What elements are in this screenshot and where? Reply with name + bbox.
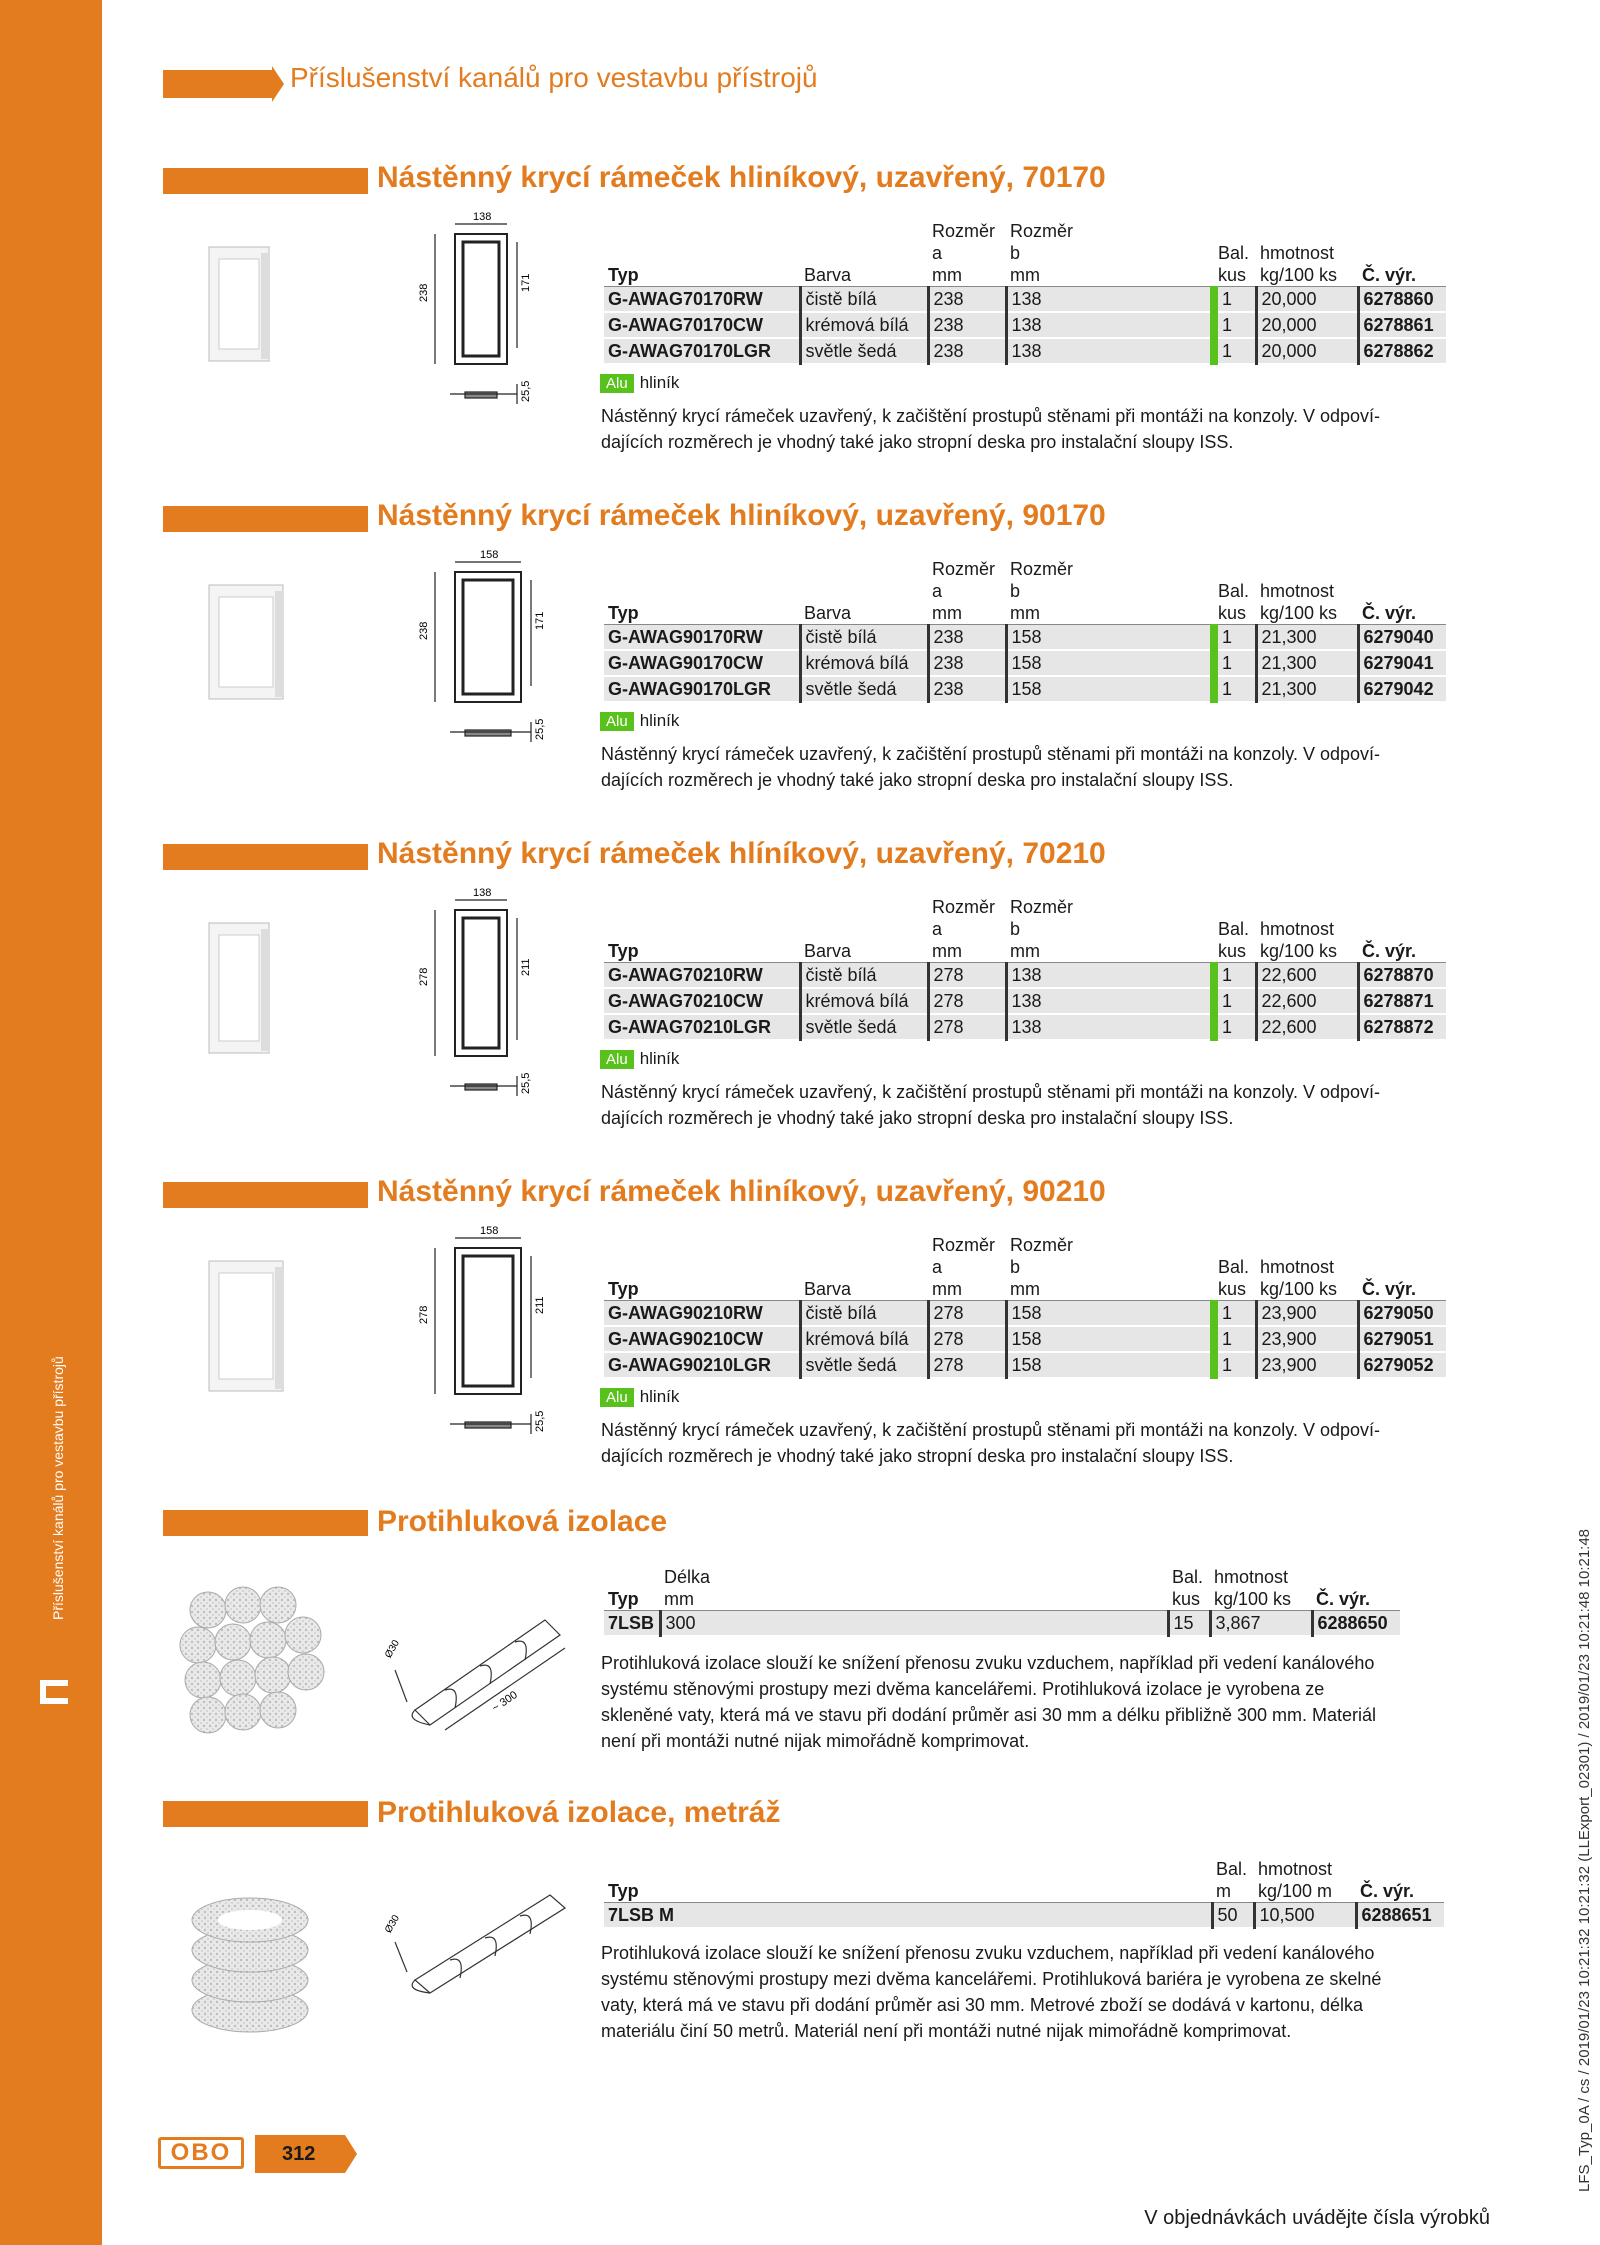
cell-b: 138 — [1006, 312, 1214, 338]
cell-barva: světle šedá — [800, 1014, 928, 1040]
cell-kus: 1 — [1214, 1301, 1256, 1327]
cell-kus: 1 — [1214, 287, 1256, 313]
cell-a: 238 — [928, 650, 1006, 676]
cell-kus: 1 — [1214, 1352, 1256, 1378]
cell-b: 138 — [1006, 1014, 1214, 1040]
cell-barva: čistě bílá — [800, 625, 928, 651]
frame-drawing — [405, 886, 545, 1116]
cell-barva: krémová bílá — [800, 1326, 928, 1352]
product-table: Rozměr Rozměr a b Bal. hmotnost Typ Barva mm mm kus kg/100 ks Č. výr. G-AWAG70210RW čistě bílá 278 138 1 22,600 6278870 G-AWAG70210CW krémová bílá 278 138 1 22,600 6278871 G-AWAG70210LGR světle šedá 278 138 1 22,600 6278872 — [604, 896, 1446, 1041]
insulation-length-label: ~ 300 — [489, 1688, 520, 1715]
cell-kus: 1 — [1214, 650, 1256, 676]
cell-b: 138 — [1006, 287, 1214, 313]
table-row — [604, 1301, 1446, 1327]
cell-a: 278 — [928, 1352, 1006, 1378]
cell-barva: světle šedá — [800, 338, 928, 364]
cell-barva: čistě bílá — [800, 1301, 928, 1327]
cell-kus: 1 — [1214, 312, 1256, 338]
cell-barva: krémová bílá — [800, 988, 928, 1014]
cell-b: 158 — [1006, 676, 1214, 702]
cell-typ: G-AWAG90210RW — [604, 1301, 800, 1327]
col-delka: Délka — [664, 1567, 711, 1587]
frame-photo — [205, 1257, 295, 1397]
cell-cv: 6278872 — [1358, 1014, 1446, 1040]
table-row — [604, 1903, 1444, 1929]
cell-b: 138 — [1006, 963, 1214, 989]
cell-kus: 1 — [1214, 1326, 1256, 1352]
cell-cv: 6279052 — [1358, 1352, 1446, 1378]
table-row — [604, 287, 1446, 313]
cell-hm: 22,600 — [1256, 1014, 1358, 1040]
section-bar — [163, 1182, 368, 1208]
cell-cv: 6279042 — [1358, 676, 1446, 702]
cell-kus: 1 — [1214, 988, 1256, 1014]
insulation-diameter-label: Ø30 — [383, 1638, 403, 1661]
cell-kus: 1 — [1214, 625, 1256, 651]
cell-b: 138 — [1006, 338, 1214, 364]
cell-hm: 21,300 — [1256, 625, 1358, 651]
table-row — [604, 312, 1446, 338]
cell-typ: G-AWAG90210CW — [604, 1326, 800, 1352]
col-bal: Bal. — [1216, 1859, 1248, 1879]
cell-kus: 1 — [1214, 676, 1256, 702]
section-title: Nástěnný krycí rámeček hlíníkový, uzavřený, 70210 — [377, 837, 1106, 870]
dim-inner: 171 — [534, 611, 546, 630]
frame-drawing — [405, 210, 545, 424]
dim-depth: 25,5 — [534, 718, 546, 740]
section-title: Nástěnný krycí rámeček hliníkový, uzavřený, 70170 — [377, 161, 1106, 194]
table-row — [604, 1326, 1446, 1352]
cell-typ: G-AWAG70170RW — [604, 287, 800, 313]
dim-depth: 25,5 — [534, 1410, 546, 1432]
dim-top: 158 — [480, 1225, 499, 1237]
dim-left: 238 — [418, 283, 430, 302]
cell-typ: 7LSB — [604, 1611, 660, 1637]
cell-a: 238 — [928, 312, 1006, 338]
cell-cv: 6278862 — [1358, 338, 1446, 364]
cell-cv: 6279040 — [1358, 625, 1446, 651]
material-label — [600, 711, 679, 731]
cell-a: 278 — [928, 1014, 1006, 1040]
cell-hm: 3,867 — [1210, 1611, 1312, 1637]
cell-hm: 23,900 — [1256, 1301, 1358, 1327]
col-kg: kg/100 m — [1254, 1880, 1356, 1903]
section-description: Nástěnný krycí rámeček uzavřený, k začištění prostupů stěnami při montáži na konzoly. V odpoví- dajících rozměrech je vhodný také jako stropní deska pro instalační sloupy ISS. — [601, 744, 1381, 790]
insulation-m-table — [604, 1858, 1444, 1929]
dim-left: 278 — [418, 1305, 430, 1324]
channel-icon — [34, 1672, 74, 1712]
table-row — [604, 1611, 1400, 1637]
cell-hm: 23,900 — [1256, 1326, 1358, 1352]
cell-barva: světle šedá — [800, 676, 928, 702]
frame-photo — [205, 919, 295, 1059]
product-table: Rozměr Rozměr a b Bal. hmotnost Typ Barva mm mm kus kg/100 ks Č. výr. G-AWAG90170RW čistě bílá 238 158 1 21,300 6279040 G-AWAG90170CW krémová bílá 238 158 1 21,300 6279041 G-AWAG90170LGR světle šedá 238 158 1 21,300 6279042 — [604, 558, 1446, 703]
dim-inner: 211 — [534, 1296, 546, 1314]
section-description: Nástěnný krycí rámeček uzavřený, k začištění prostupů stěnami při montáži na konzoly. V odpoví- dajících rozměrech je vhodný také jako stropní deska pro instalační sloupy ISS. — [601, 1420, 1381, 1466]
material-label — [600, 1387, 679, 1407]
page-number: 312 — [282, 2143, 316, 2165]
col-cv: Č. výr. — [1312, 1588, 1400, 1611]
cell-a: 278 — [928, 963, 1006, 989]
section-title: Nástěnný krycí rámeček hliníkový, uzavřený, 90170 — [377, 499, 1106, 532]
section-bar — [163, 1801, 368, 1827]
page-number-arrow — [345, 2135, 357, 2173]
dim-depth: 25,5 — [520, 380, 532, 402]
section-title-insulation-m: Protihluková izolace, metráž — [377, 1796, 781, 1829]
header-bar — [163, 70, 275, 98]
material-name: hliník — [639, 373, 680, 392]
material-tag: Alu — [600, 1050, 634, 1069]
insulation-table — [604, 1566, 1400, 1637]
obo-logo: OBO — [158, 2137, 244, 2169]
col-kg: kg/100 ks — [1210, 1588, 1312, 1611]
dim-inner: 171 — [520, 273, 532, 292]
product-table: Rozměr Rozměr a b Bal. hmotnost Typ Barva mm mm kus kg/100 ks Č. výr. G-AWAG90210RW čistě bílá 278 158 1 23,900 6279050 G-AWAG90210CW krémová bílá 278 158 1 23,900 6279051 G-AWAG90210LGR světle šedá 278 158 1 23,900 6279052 — [604, 1234, 1446, 1379]
cell-cv: 6288651 — [1356, 1903, 1444, 1929]
table-row — [604, 676, 1446, 702]
cell-b: 158 — [1006, 650, 1214, 676]
footer-note: V objednávkách uvádějte čísla výrobků — [1144, 2207, 1490, 2229]
cell-typ: G-AWAG70170CW — [604, 312, 800, 338]
cell-hm: 10,500 — [1254, 1903, 1356, 1929]
header-arrow — [272, 66, 284, 102]
cell-kus: 15 — [1168, 1611, 1210, 1637]
sidebar-band — [0, 0, 102, 2245]
cell-b: 138 — [1006, 988, 1214, 1014]
insulation-m-description: Protihluková izolace slouží ke snížení přenosu zvuku vzduchem, například při vedení kanálového systému stěnovými prostupy mezi dvěma kancelářemi. Protihluková bariéra je vyrobena ze skelné vaty, která má ve stavu při dodání průměr asi 30 mm. Metrové zboží se dodává v kartonu, délka materiálu činí 50 metrů. Materiál není při montáži nutné nijak mimořádně komprimovat. — [601, 1943, 1382, 2041]
product-table: Rozměr Rozměr a b Bal. hmotnost Typ Barva mm mm kus kg/100 ks Č. výr. G-AWAG70170RW čistě bílá 238 138 1 20,000 6278860 G-AWAG70170CW krémová bílá 238 138 1 20,000 6278861 G-AWAG70170LGR světle šedá 238 138 1 20,000 6278862 — [604, 220, 1446, 365]
col-kus: kus — [1168, 1588, 1210, 1611]
table-row — [604, 1352, 1446, 1378]
col-typ: Typ — [604, 1880, 1212, 1903]
dim-left: 238 — [418, 621, 430, 640]
material-label — [600, 1049, 679, 1069]
cell-hm: 23,900 — [1256, 1352, 1358, 1378]
material-tag: Alu — [600, 374, 634, 393]
cell-barva: čistě bílá — [800, 287, 928, 313]
section-bar — [163, 1510, 368, 1536]
insulation-m-diameter-label: Ø30 — [383, 1913, 403, 1936]
cell-cv: 6278860 — [1358, 287, 1446, 313]
cell-hm: 21,300 — [1256, 676, 1358, 702]
cell-hm: 21,300 — [1256, 650, 1358, 676]
cell-typ: G-AWAG90210LGR — [604, 1352, 800, 1378]
frame-drawing — [405, 548, 545, 762]
cell-cv: 6278871 — [1358, 988, 1446, 1014]
dim-depth: 25,5 — [520, 1072, 532, 1094]
cell-a: 278 — [928, 988, 1006, 1014]
cell-a: 278 — [928, 1326, 1006, 1352]
frame-photo — [205, 581, 295, 721]
table-row — [604, 963, 1446, 989]
table-row — [604, 650, 1446, 676]
material-label — [600, 373, 679, 393]
cell-b: 158 — [1006, 625, 1214, 651]
cell-a: 238 — [928, 287, 1006, 313]
cell-typ: 7LSB M — [604, 1903, 1212, 1929]
dim-top: 158 — [480, 549, 499, 561]
col-mm: mm — [660, 1588, 1168, 1611]
material-name: hliník — [639, 1049, 680, 1068]
dim-inner: 211 — [520, 958, 532, 976]
cell-cv: 6288650 — [1312, 1611, 1400, 1637]
cell-typ: G-AWAG70210RW — [604, 963, 800, 989]
cell-cv: 6278870 — [1358, 963, 1446, 989]
cell-cv: 6279051 — [1358, 1326, 1446, 1352]
cell-typ: G-AWAG90170CW — [604, 650, 800, 676]
section-title: Nástěnný krycí rámeček hliníkový, uzavřený, 90210 — [377, 1175, 1106, 1208]
material-tag: Alu — [600, 1388, 634, 1407]
cell-kus: 1 — [1214, 338, 1256, 364]
cell-typ: G-AWAG70210LGR — [604, 1014, 800, 1040]
section-description: Nástěnný krycí rámeček uzavřený, k začištění prostupů stěnami při montáži na konzoly. V odpoví- dajících rozměrech je vhodný také jako stropní deska pro instalační sloupy ISS. — [601, 406, 1381, 452]
cell-kus: 1 — [1214, 1014, 1256, 1040]
insulation-coil-image — [185, 1880, 315, 2040]
cell-a: 238 — [928, 676, 1006, 702]
section-description: Nástěnný krycí rámeček uzavřený, k začištění prostupů stěnami při montáži na konzoly. V odpoví- dajících rozměrech je vhodný také jako stropní deska pro instalační sloupy ISS. — [601, 1082, 1381, 1128]
col-typ: Typ — [604, 1588, 660, 1611]
table-row — [604, 625, 1446, 651]
insulation-description: Protihluková izolace slouží ke snížení přenosu zvuku vzduchem, například při vedení kanálového systému stěnovými prostupy mezi dvěma kancelářemi. Protihluková izolace je vyrobena ze skleněné vaty, která má ve stavu při dodání průměr asi 30 mm a délku přibližně 300 mm. Materiál není při montáži nutné nijak mimořádně komprimovat. — [601, 1653, 1377, 1751]
section-bar — [163, 168, 368, 194]
cell-hm: 22,600 — [1256, 963, 1358, 989]
material-name: hliník — [639, 1387, 680, 1406]
frame-photo — [205, 243, 295, 383]
col-hmotnost: hmotnost — [1214, 1567, 1289, 1587]
cell-cv: 6278861 — [1358, 312, 1446, 338]
dim-left: 278 — [418, 967, 430, 986]
cell-b: 158 — [1006, 1301, 1214, 1327]
insulation-drawing — [385, 1590, 585, 1730]
cell-a: 238 — [928, 625, 1006, 651]
section-title-insulation: Protihluková izolace — [377, 1505, 668, 1538]
cell-barva: čistě bílá — [800, 963, 928, 989]
table-row — [604, 988, 1446, 1014]
cell-hm: 20,000 — [1256, 287, 1358, 313]
cell-m: 50 — [1212, 1903, 1254, 1929]
cell-a: 278 — [928, 1301, 1006, 1327]
print-metadata: LFS_Typ_0A / cs / 2019/01/23 10:21:32 10:21:32 (LLExport_02301) / 2019/01/23 10:21:48 10:21:48 — [1576, 1528, 1593, 2192]
col-bal: Bal. — [1172, 1567, 1204, 1587]
material-name: hliník — [639, 711, 680, 730]
dim-top: 138 — [473, 887, 492, 899]
cell-typ: G-AWAG70170LGR — [604, 338, 800, 364]
insulation-rolls-image — [178, 1580, 328, 1760]
cell-barva: světle šedá — [800, 1352, 928, 1378]
cell-cv: 6279050 — [1358, 1301, 1446, 1327]
material-tag: Alu — [600, 712, 634, 731]
cell-hm: 22,600 — [1256, 988, 1358, 1014]
cell-typ: G-AWAG90170LGR — [604, 676, 800, 702]
cell-cv: 6279041 — [1358, 650, 1446, 676]
cell-delka: 300 — [660, 1611, 1168, 1637]
col-cv: Č. výr. — [1356, 1880, 1444, 1903]
page-header-title: Příslušenství kanálů pro vestavbu přístrojů — [290, 62, 818, 93]
sidebar-vertical-text: Příslušenství kanálů pro vestavbu přístrojů — [50, 1356, 66, 1620]
frame-drawing — [405, 1224, 545, 1454]
cell-barva: krémová bílá — [800, 650, 928, 676]
cell-hm: 20,000 — [1256, 312, 1358, 338]
cell-barva: krémová bílá — [800, 312, 928, 338]
dim-top: 138 — [473, 211, 492, 223]
cell-typ: G-AWAG90170RW — [604, 625, 800, 651]
cell-typ: G-AWAG70210CW — [604, 988, 800, 1014]
col-hmotnost: hmotnost — [1258, 1859, 1333, 1879]
table-row — [604, 338, 1446, 364]
table-row — [604, 1014, 1446, 1040]
cell-kus: 1 — [1214, 963, 1256, 989]
cell-b: 158 — [1006, 1352, 1214, 1378]
cell-b: 158 — [1006, 1326, 1214, 1352]
col-m: m — [1212, 1880, 1254, 1903]
insulation-m-drawing — [385, 1880, 585, 2000]
cell-hm: 20,000 — [1256, 338, 1358, 364]
cell-a: 238 — [928, 338, 1006, 364]
section-bar — [163, 506, 368, 532]
section-bar — [163, 844, 368, 870]
